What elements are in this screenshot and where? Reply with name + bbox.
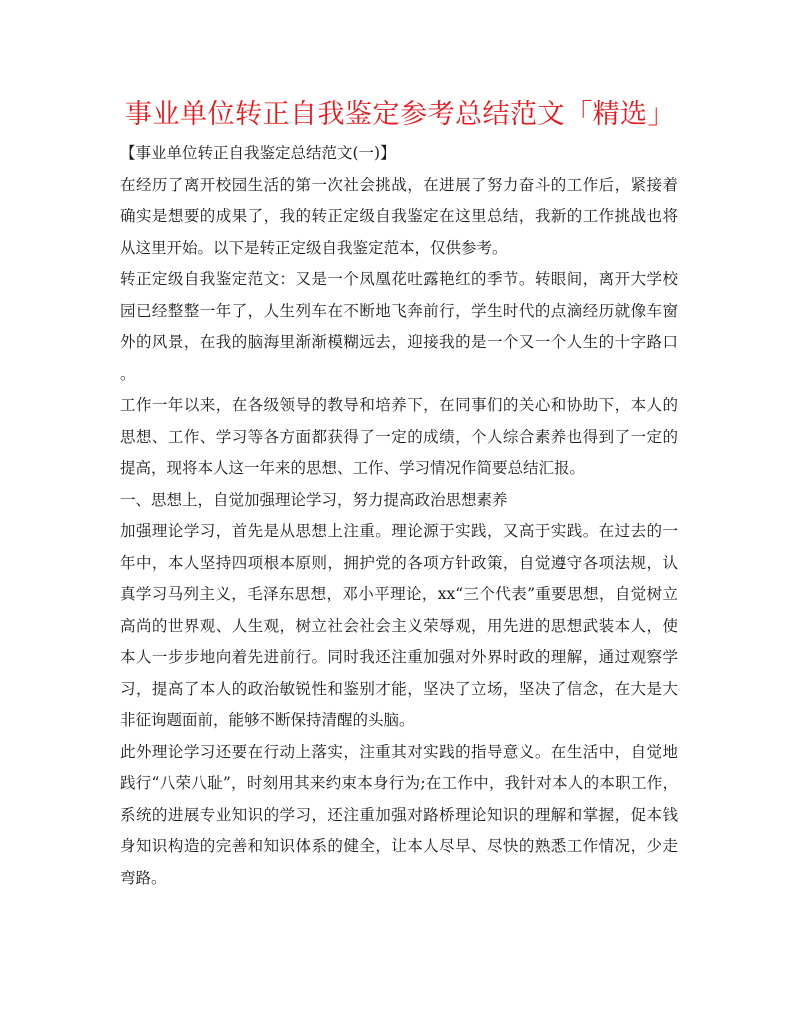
- paragraph-line: 工作一年以来，在各级领导的教导和培养下，在同事们的关心和协助下，本人的: [120, 396, 678, 414]
- paragraph-line: 思想、工作、学习等各方面都获得了一定的成绩，个人综合素养也得到了一定的: [120, 427, 678, 446]
- paragraph-line: 加强理论学习，首先是从思想上注重。理论源于实践，又高于实践。在过去的一: [120, 522, 678, 540]
- paragraph-line: 外的风景，在我的脑海里渐渐模糊远去，迎接我的是一个又一个人生的十字路口: [120, 333, 678, 351]
- section-heading: 一、思想上，自觉加强理论学习，努力提高政治思想素养: [120, 490, 508, 509]
- paragraph-line: 园已经整整一年了，人生列车在不断地飞奔前行，学生时代的点滴经历就像车窗: [120, 301, 678, 320]
- paragraph-line: 高尚的世界观、人生观，树立社会社会主义荣辱观，用先进的思想武装本人，使: [120, 616, 678, 635]
- paragraph-line: 非征询题面前，能够不断保持清醒的头脑。: [120, 711, 415, 729]
- document-title: 事业单位转正自我鉴定参考总结范文「精选」: [125, 99, 675, 130]
- paragraph-line: 践行“八荣八耻”，时刻用其来约束本身行为;在工作中，我针对本人的本职工作，: [120, 774, 678, 792]
- paragraph-line: 系统的进展专业知识的学习，还注重加强对路桥理论知识的理解和掌握，促本钱: [120, 805, 678, 824]
- paragraph-line: 转正定级自我鉴定范文：又是一个凤凰花吐露艳红的季节。转眼间，离开大学校: [120, 270, 678, 288]
- section-heading: 【事业单位转正自我鉴定总结范文(一)】: [120, 144, 396, 162]
- paragraph-line: 年中，本人坚持四项根本原则，拥护党的各项方针政策，自觉遵守各项法规，认: [120, 553, 678, 572]
- paragraph-line: 确实是想要的成果了，我的转正定级自我鉴定在这里总结，我新的工作挑战也将: [120, 207, 678, 225]
- paragraph-line: 身知识构造的完善和知识体系的健全，让本人尽早、尽快的熟悉工作情况，少走: [120, 837, 678, 855]
- paragraph-line: 提高，现将本人这一年来的思想、工作、学习情况作简要总结汇报。: [120, 459, 586, 477]
- paragraph-line: 在经历了离开校园生活的第一次社会挑战，在进展了努力奋斗的工作后，紧接着: [120, 175, 678, 194]
- paragraph-line: 习，提高了本人的政治敏锐性和鉴别才能，坚决了立场，坚决了信念，在大是大: [120, 679, 678, 698]
- paragraph-line: 真学习马列主义，毛泽东思想，邓小平理论，xx“三个代表”重要思想，自觉树立: [120, 585, 678, 603]
- paragraph-line: 。: [120, 364, 136, 383]
- paragraph-line: 本人一步步地向着先进前行。同时我还注重加强对外界时政的理解，通过观察学: [120, 648, 678, 666]
- document-body: [120, 138, 678, 894]
- paragraph-line: 从这里开始。以下是转正定级自我鉴定范本，仅供参考。: [120, 238, 508, 257]
- paragraph-line: 此外理论学习还要在行动上落实，注重其对实践的指导意义。在生活中，自觉地: [120, 742, 678, 761]
- paragraph-line: 弯路。: [120, 868, 167, 887]
